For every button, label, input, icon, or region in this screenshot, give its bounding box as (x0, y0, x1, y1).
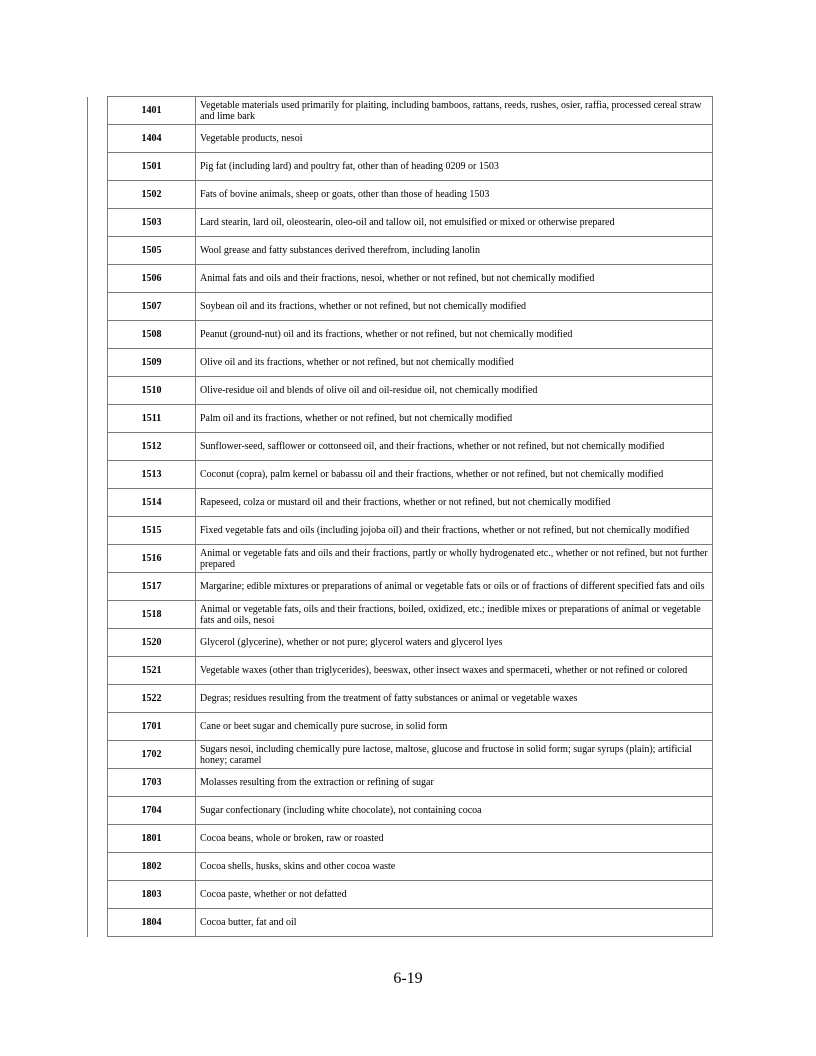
hs-code-cell: 1518 (108, 601, 196, 629)
row-indent-cell (88, 545, 108, 573)
description-cell: Lard stearin, lard oil, oleostearin, oleo-oil and tallow oil, not emulsified or mixed or otherwise prepared (196, 209, 713, 237)
table-row (88, 741, 713, 769)
hs-code-cell: 1507 (108, 293, 196, 321)
row-indent-cell (88, 601, 108, 629)
table-row (88, 293, 713, 321)
hs-code-cell: 1522 (108, 685, 196, 713)
description-cell: Margarine; edible mixtures or preparations of animal or vegetable fats or oils or of fractions of different specified fats and oils (196, 573, 713, 601)
description-cell: Palm oil and its fractions, whether or not refined, but not chemically modified (196, 405, 713, 433)
hs-code-cell: 1502 (108, 181, 196, 209)
table-row (88, 601, 713, 629)
description-cell: Rapeseed, colza or mustard oil and their fractions, whether or not refined, but not chemically modified (196, 489, 713, 517)
table-row (88, 321, 713, 349)
row-indent-cell (88, 405, 108, 433)
table-row (88, 881, 713, 909)
row-indent-cell (88, 741, 108, 769)
hs-code-cell: 1508 (108, 321, 196, 349)
hs-code-cell: 1515 (108, 517, 196, 545)
hs-code-cell: 1510 (108, 377, 196, 405)
table-row (88, 713, 713, 741)
table-row (88, 629, 713, 657)
description-cell: Sunflower-seed, safflower or cottonseed oil, and their fractions, whether or not refined, but not chemically modified (196, 433, 713, 461)
hs-code-cell: 1511 (108, 405, 196, 433)
description-cell: Degras; residues resulting from the treatment of fatty substances or animal or vegetable waxes (196, 685, 713, 713)
hs-code-cell: 1503 (108, 209, 196, 237)
description-cell: Soybean oil and its fractions, whether or not refined, but not chemically modified (196, 293, 713, 321)
row-indent-cell (88, 125, 108, 153)
description-cell: Cocoa beans, whole or broken, raw or roasted (196, 825, 713, 853)
tariff-table-body (88, 97, 713, 937)
row-indent-cell (88, 153, 108, 181)
table-row (88, 573, 713, 601)
description-cell: Peanut (ground-nut) oil and its fractions, whether or not refined, but not chemically modified (196, 321, 713, 349)
description-cell: Wool grease and fatty substances derived therefrom, including lanolin (196, 237, 713, 265)
hs-code-cell: 1509 (108, 349, 196, 377)
description-cell: Cocoa butter, fat and oil (196, 909, 713, 937)
row-indent-cell (88, 209, 108, 237)
description-cell: Cane or beet sugar and chemically pure sucrose, in solid form (196, 713, 713, 741)
table-row (88, 489, 713, 517)
hs-code-cell: 1521 (108, 657, 196, 685)
tariff-table-container (87, 96, 713, 937)
row-indent-cell (88, 797, 108, 825)
row-indent-cell (88, 181, 108, 209)
description-cell: Cocoa shells, husks, skins and other cocoa waste (196, 853, 713, 881)
hs-code-cell: 1516 (108, 545, 196, 573)
description-cell: Glycerol (glycerine), whether or not pure; glycerol waters and glycerol lyes (196, 629, 713, 657)
table-row (88, 657, 713, 685)
description-cell: Sugars nesoi, including chemically pure lactose, maltose, glucose and fructose in solid form; sugar syrups (plain); artificial honey; caramel (196, 741, 713, 769)
row-indent-cell (88, 629, 108, 657)
hs-code-cell: 1401 (108, 97, 196, 125)
description-cell: Coconut (copra), palm kernel or babassu oil and their fractions, whether or not refined, but not chemically modified (196, 461, 713, 489)
row-indent-cell (88, 293, 108, 321)
description-cell: Vegetable waxes (other than triglycerides), beeswax, other insect waxes and spermaceti, whether or not refined or colored (196, 657, 713, 685)
row-indent-cell (88, 909, 108, 937)
description-cell: Molasses resulting from the extraction or refining of sugar (196, 769, 713, 797)
description-cell: Animal or vegetable fats and oils and their fractions, partly or wholly hydrogenated etc., whether or not refined, but not further prepared (196, 545, 713, 573)
table-row (88, 405, 713, 433)
row-indent-cell (88, 825, 108, 853)
hs-code-cell: 1801 (108, 825, 196, 853)
row-indent-cell (88, 97, 108, 125)
row-indent-cell (88, 349, 108, 377)
table-row (88, 377, 713, 405)
hs-code-cell: 1514 (108, 489, 196, 517)
description-cell: Vegetable products, nesoi (196, 125, 713, 153)
description-cell: Fixed vegetable fats and oils (including jojoba oil) and their fractions, whether or not refined, but not chemically modified (196, 517, 713, 545)
hs-code-cell: 1704 (108, 797, 196, 825)
description-cell: Fats of bovine animals, sheep or goats, other than those of heading 1503 (196, 181, 713, 209)
row-indent-cell (88, 657, 108, 685)
description-cell: Olive-residue oil and blends of olive oil and oil-residue oil, not chemically modified (196, 377, 713, 405)
hs-code-cell: 1702 (108, 741, 196, 769)
description-cell: Animal fats and oils and their fractions, nesoi, whether or not refined, but not chemically modified (196, 265, 713, 293)
hs-code-cell: 1517 (108, 573, 196, 601)
description-cell: Olive oil and its fractions, whether or not refined, but not chemically modified (196, 349, 713, 377)
description-cell: Cocoa paste, whether or not defatted (196, 881, 713, 909)
hs-code-cell: 1520 (108, 629, 196, 657)
hs-code-cell: 1506 (108, 265, 196, 293)
hs-code-cell: 1512 (108, 433, 196, 461)
row-indent-cell (88, 433, 108, 461)
hs-code-cell: 1803 (108, 881, 196, 909)
description-cell: Animal or vegetable fats, oils and their fractions, boiled, oxidized, etc.; inedible mixes or preparations of animal or vegetable fats and oils, nesoi (196, 601, 713, 629)
table-row (88, 97, 713, 125)
description-cell: Pig fat (including lard) and poultry fat, other than of heading 0209 or 1503 (196, 153, 713, 181)
row-indent-cell (88, 769, 108, 797)
table-row (88, 909, 713, 937)
row-indent-cell (88, 265, 108, 293)
table-row (88, 181, 713, 209)
hs-code-cell: 1404 (108, 125, 196, 153)
table-row (88, 769, 713, 797)
hs-code-cell: 1701 (108, 713, 196, 741)
description-cell: Sugar confectionary (including white chocolate), not containing cocoa (196, 797, 713, 825)
row-indent-cell (88, 573, 108, 601)
hs-code-cell: 1513 (108, 461, 196, 489)
row-indent-cell (88, 517, 108, 545)
table-row (88, 461, 713, 489)
hs-code-cell: 1501 (108, 153, 196, 181)
page-number: 6-19 (393, 970, 423, 987)
description-cell: Vegetable materials used primarily for plaiting, including bamboos, rattans, reeds, rushes, osier, raffia, processed cereal straw and lime bark (196, 97, 713, 125)
row-indent-cell (88, 853, 108, 881)
table-row (88, 517, 713, 545)
table-row (88, 209, 713, 237)
table-row (88, 545, 713, 573)
row-indent-cell (88, 461, 108, 489)
table-row (88, 125, 713, 153)
row-indent-cell (88, 713, 108, 741)
table-row (88, 853, 713, 881)
hs-code-cell: 1802 (108, 853, 196, 881)
table-row (88, 349, 713, 377)
row-indent-cell (88, 489, 108, 517)
table-row (88, 265, 713, 293)
tariff-code-table (87, 96, 713, 937)
table-row (88, 797, 713, 825)
row-indent-cell (88, 685, 108, 713)
table-row (88, 825, 713, 853)
row-indent-cell (88, 881, 108, 909)
hs-code-cell: 1703 (108, 769, 196, 797)
row-indent-cell (88, 321, 108, 349)
hs-code-cell: 1804 (108, 909, 196, 937)
hs-code-cell: 1505 (108, 237, 196, 265)
table-row (88, 685, 713, 713)
row-indent-cell (88, 377, 108, 405)
table-row (88, 153, 713, 181)
row-indent-cell (88, 237, 108, 265)
table-row (88, 237, 713, 265)
table-row (88, 433, 713, 461)
